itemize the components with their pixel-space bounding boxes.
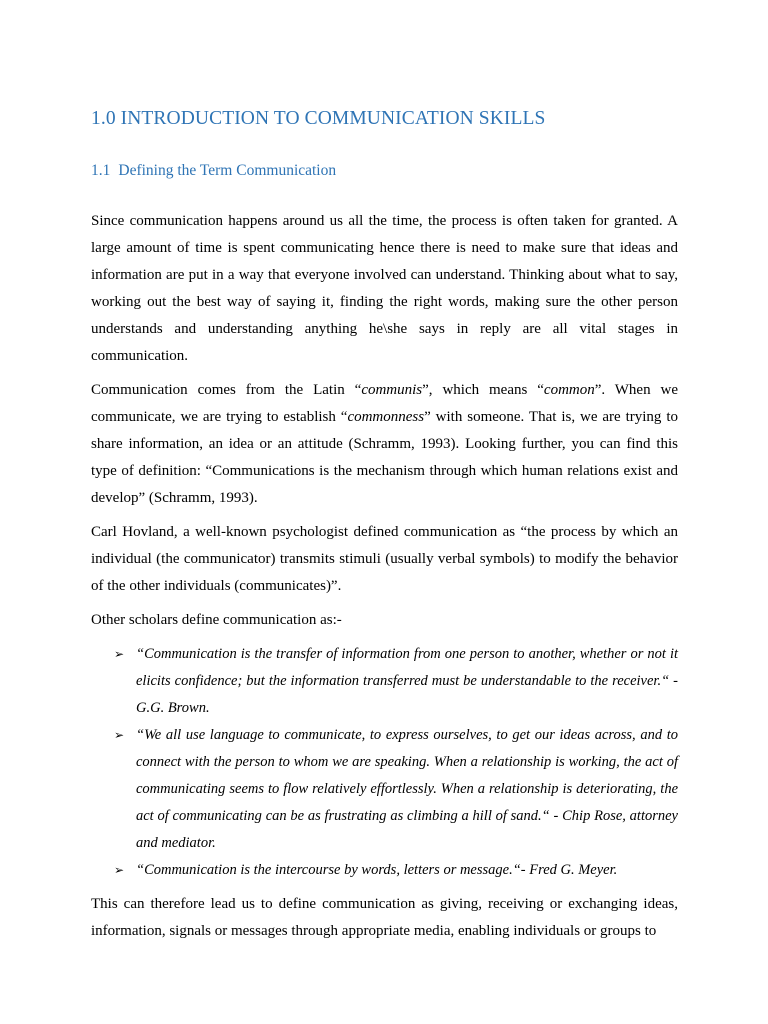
definition-quote: “Communication is the transfer of information from one person to another, whether or not it elicits confidence; but the information transferred must be understandable to the receiver.“ (136, 646, 678, 689)
definitions-list (91, 641, 678, 884)
text-run: ”, which means “ (422, 382, 544, 398)
chapter-heading: 1.0 INTRODUCTION TO COMMUNICATION SKILLS (91, 108, 546, 129)
arrowhead-bullet-icon: ➢ (114, 728, 125, 742)
paragraph-scholars-intro: Other scholars define communication as:- (91, 612, 342, 628)
paragraph-latin-origin (91, 377, 678, 512)
emphasis-common: common (543, 382, 595, 398)
emphasis-commonness: commonness (347, 409, 425, 425)
text-run: Communication comes from the Latin “ (91, 382, 362, 398)
list-item (91, 641, 678, 722)
section-number: 1.1 (91, 162, 111, 179)
definition-attribution: - Chip Rose, attorney and mediator. (136, 808, 678, 851)
list-item (91, 857, 678, 884)
section-heading (91, 162, 336, 180)
paragraph-conclusion: This can therefore lead us to define communication as giving, receiving or exchanging ideas, information, signals or messages through appropriate media, enabling individuals or groups to (91, 896, 678, 939)
list-item (91, 722, 678, 857)
emphasis-communis: communis (361, 382, 423, 398)
document-body (91, 208, 678, 952)
arrowhead-bullet-icon: ➢ (114, 863, 125, 877)
paragraph-hovland: Carl Hovland, a well-known psychologist defined communication as “the process by which an individual (the communicator) transmits stimuli (usually verbal symbols) to modify the behavior of the other individuals (communicates)”. (91, 524, 678, 594)
text-run: ” with someone. That is, we are trying to share information, an idea or an attitude (Schramm, 1993). Looking further, you can find this type of definition: “Communications is the mechanism through which human relations exist and develop” (Schramm, 1993). (91, 409, 679, 506)
section-title: Defining the Term Communication (118, 162, 337, 179)
definition-attribution: - Fred G. Meyer. (520, 862, 618, 878)
definition-quote: “We all use language to communicate, to express ourselves, to get our ideas across, and to connect with the person to whom we are speaking. When a relationship is working, the act of communicating seems to flow relatively effortlessly. When a relationship is deteriorating, the act of communicating can be as frustrating as climbing a hill of sand.“ (136, 727, 678, 824)
definition-quote: “Communication is the intercourse by words, letters or message.“ (136, 862, 521, 878)
text-run: ”. When we communicate, we are trying to establish “ (91, 382, 678, 425)
arrowhead-bullet-icon: ➢ (114, 647, 125, 661)
paragraph-intro: Since communication happens around us all the time, the process is often taken for granted. A large amount of time is spent communicating hence there is need to make sure that ideas and information are put in a way that everyone involved can understand. Thinking about what to say, working out the best way of saying it, finding the right words, making sure the other person understands and understanding anything he\she says in reply are all vital stages in communication. (91, 213, 678, 364)
definition-attribution: - G.G. Brown. (136, 673, 678, 716)
